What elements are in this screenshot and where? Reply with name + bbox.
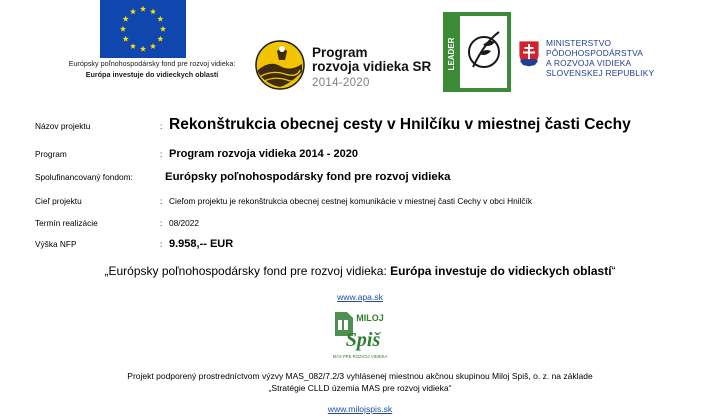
- footer-note: [0, 370, 720, 394]
- goal-row: [35, 196, 532, 206]
- quote-close: “: [611, 264, 616, 278]
- apa-link[interactable]: www.apa.sk: [337, 292, 383, 302]
- eu-flag-logo: [100, 0, 186, 58]
- quote-open: „: [104, 264, 109, 278]
- leader-text: LEADER: [447, 37, 456, 71]
- ministry-line3: A ROZVOJA VIDIEKA: [546, 58, 632, 68]
- project-name-row: [35, 116, 631, 134]
- fund-row: [35, 171, 450, 183]
- miloj-line1: MILOJ: [356, 313, 384, 323]
- term-colon: :: [160, 218, 163, 228]
- prv-title: [312, 46, 431, 74]
- program-colon: :: [160, 149, 163, 159]
- term-label: Termín realizácie: [35, 218, 98, 228]
- miloj-line3: MAS PRE ROZVOJ VIDIEKA: [332, 354, 388, 359]
- miloj-line2: Spiš: [345, 329, 381, 351]
- term-row: [35, 218, 199, 228]
- quote-bold: Európa investuje do vidieckych oblastí: [390, 264, 612, 278]
- eafrd-quote: [0, 264, 720, 278]
- term-value: 08/2022: [169, 218, 199, 228]
- ministry-line2: PÔDOHOSPODÁRSTVA: [546, 48, 644, 58]
- prv-title-line2: rozvoja vidieka SR: [312, 59, 432, 74]
- program-value: Program rozvoja vidieka 2014 - 2020: [169, 148, 358, 160]
- nfp-colon: :: [160, 239, 163, 249]
- eu-caption-line1: Európsky poľnohospodársky fond pre rozvoj vidieka:: [68, 59, 236, 68]
- eu-caption: [32, 58, 272, 80]
- nfp-row: [35, 238, 233, 250]
- prv-emblem-logo: [255, 40, 305, 90]
- footer-line2: „Stratégie CLLD územia MAS pre rozvoj vidieka“: [268, 383, 452, 393]
- miloj-spis-logo: [327, 306, 393, 362]
- project-name-colon: :: [160, 121, 163, 131]
- ministry-text: [546, 38, 654, 78]
- milojspis-link[interactable]: www.milojspis.sk: [327, 404, 393, 414]
- goal-value: Cieľom projektu je rekonštrukcia obecnej cestnej komunikácie v miestnej časti Cechy v obci Hnilčík: [169, 196, 533, 206]
- fund-value: Európsky poľnohospodársky fond pre rozvoj vidieka: [165, 171, 451, 183]
- project-name-value: Rekonštrukcia obecnej cesty v Hnilčíku v miestnej časti Cechy: [169, 116, 631, 133]
- ministry-line4: SLOVENSKEJ REPUBLIKY: [546, 68, 655, 78]
- slovak-crest-icon: [518, 40, 540, 68]
- goal-colon: :: [160, 196, 163, 206]
- nfp-value: 9.958,-- EUR: [169, 238, 234, 250]
- prv-years: 2014-2020: [312, 77, 370, 89]
- ministry-line1: MINISTERSTVO: [546, 38, 612, 48]
- prv-title-line1: Program: [312, 45, 368, 60]
- leader-logo: [443, 12, 511, 92]
- goal-label: Cieľ projektu: [35, 196, 82, 206]
- nfp-label: Výška NFP: [35, 239, 77, 249]
- project-name-label: Názov projektu: [35, 121, 91, 131]
- fund-label: Spolufinancovaný fondom:: [35, 172, 133, 182]
- footer-line1: Projekt podporený prostredníctvom výzvy MAS_082/7.2/3 vyhlásenej miestnou akčnou skupinou Miloj Spiš, o. z. na základe: [127, 371, 593, 381]
- eu-caption-line2: Európa investuje do vidieckych oblastí: [85, 70, 219, 79]
- program-row: [35, 148, 358, 160]
- quote-normal: Európsky poľnohospodársky fond pre rozvoj vidieka:: [108, 264, 391, 278]
- program-label: Program: [35, 149, 67, 159]
